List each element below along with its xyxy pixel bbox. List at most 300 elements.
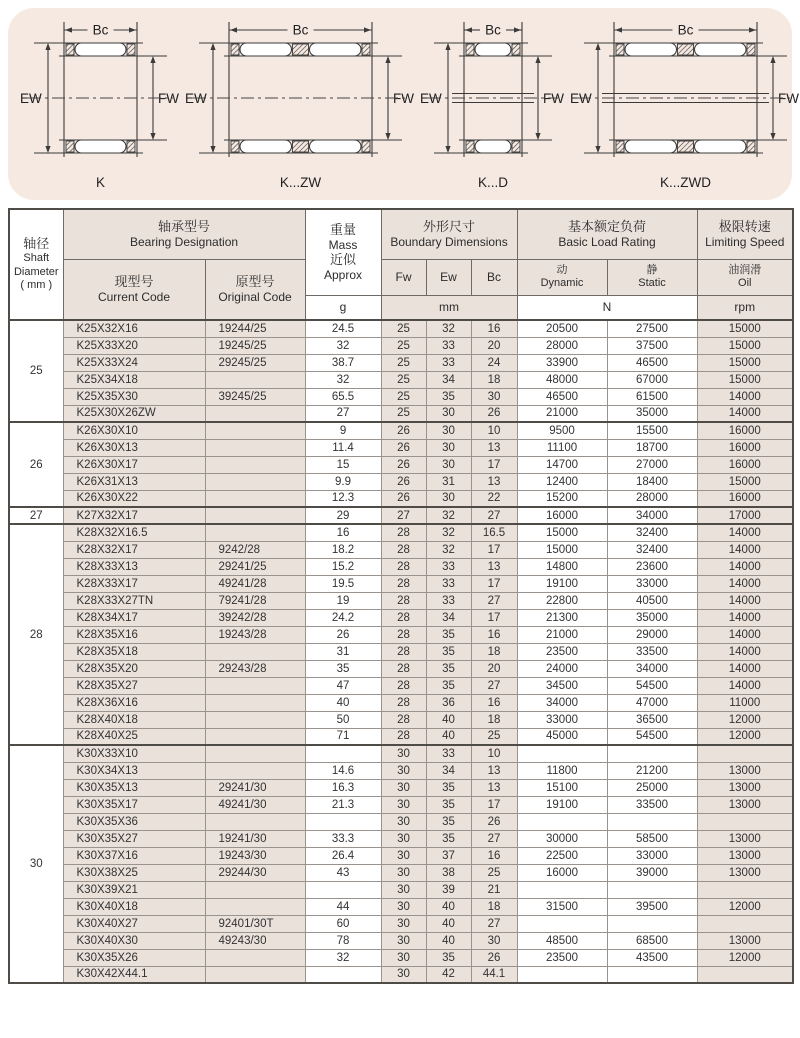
bc-cell: 18	[471, 711, 517, 728]
svg-text:FW: FW	[778, 90, 799, 106]
original-code-cell: 19245/25	[205, 337, 305, 354]
limiting-speed-cell	[697, 881, 793, 898]
dynamic-load-cell: 48000	[517, 371, 607, 388]
mass-cell: 16	[305, 524, 381, 541]
ew-cell: 30	[426, 422, 471, 439]
header-bearing-designation	[63, 209, 305, 259]
mass-cell: 11.4	[305, 439, 381, 456]
dynamic-load-cell: 11800	[517, 762, 607, 779]
static-load-cell: 58500	[607, 830, 697, 847]
current-code-cell: K27X32X17	[63, 507, 205, 524]
static-load-cell: 32400	[607, 524, 697, 541]
bearing-diagram-kzw	[183, 10, 418, 199]
current-code-cell: K26X30X10	[63, 422, 205, 439]
table-row	[9, 949, 793, 966]
original-code-cell: 29241/30	[205, 779, 305, 796]
table-row	[9, 371, 793, 388]
current-code-cell: K25X34X18	[63, 371, 205, 388]
ew-cell: 34	[426, 762, 471, 779]
table-row	[9, 507, 793, 524]
bc-cell: 27	[471, 830, 517, 847]
table-row	[9, 541, 793, 558]
bc-cell: 18	[471, 643, 517, 660]
fw-cell: 28	[381, 592, 426, 609]
dynamic-load-cell: 48500	[517, 932, 607, 949]
original-code-cell	[205, 966, 305, 983]
static-load-cell	[607, 745, 697, 762]
original-code-cell: 19243/30	[205, 847, 305, 864]
limiting-speed-cell: 13000	[697, 830, 793, 847]
limiting-speed-cell: 14000	[697, 388, 793, 405]
mass-cell: 9	[305, 422, 381, 439]
dynamic-load-cell: 15200	[517, 490, 607, 507]
header-mass-zh2: 近似	[330, 252, 357, 268]
dynamic-load-cell: 23500	[517, 949, 607, 966]
dynamic-load-cell: 9500	[517, 422, 607, 439]
mass-cell: 38.7	[305, 354, 381, 371]
fw-cell: 30	[381, 762, 426, 779]
dynamic-load-cell: 33000	[517, 711, 607, 728]
dynamic-load-cell: 15000	[517, 541, 607, 558]
header-mass-en2: Approx	[324, 268, 363, 283]
static-load-cell: 27000	[607, 456, 697, 473]
bc-cell: 13	[471, 439, 517, 456]
current-code-cell: K28X33X27TN	[63, 592, 205, 609]
limiting-speed-cell: 15000	[697, 320, 793, 337]
header-shaft-en3: ( mm )	[20, 279, 53, 292]
original-code-cell: 39245/25	[205, 388, 305, 405]
fw-cell: 28	[381, 643, 426, 660]
ew-cell: 33	[426, 745, 471, 762]
bc-cell: 17	[471, 456, 517, 473]
header-speed-en: Limiting Speed	[705, 234, 785, 249]
table-row	[9, 337, 793, 354]
dynamic-load-cell: 15000	[517, 524, 607, 541]
unit-g: g	[305, 295, 381, 320]
header-oil	[697, 259, 793, 295]
current-code-cell: K25X33X24	[63, 354, 205, 371]
dynamic-load-cell: 14800	[517, 558, 607, 575]
limiting-speed-cell: 13000	[697, 847, 793, 864]
fw-cell: 28	[381, 660, 426, 677]
fw-cell: 25	[381, 354, 426, 371]
table-row	[9, 660, 793, 677]
ew-cell: 35	[426, 796, 471, 813]
dynamic-load-cell: 12400	[517, 473, 607, 490]
current-code-cell: K26X31X13	[63, 473, 205, 490]
current-code-cell: K26X30X17	[63, 456, 205, 473]
dynamic-load-cell: 30000	[517, 830, 607, 847]
header-oil-en: Oil	[738, 277, 752, 289]
dynamic-load-cell: 24000	[517, 660, 607, 677]
limiting-speed-cell: 13000	[697, 779, 793, 796]
dynamic-load-cell: 28000	[517, 337, 607, 354]
bc-cell: 22	[471, 490, 517, 507]
mass-cell: 32	[305, 949, 381, 966]
header-limiting-speed	[697, 209, 793, 259]
ew-cell: 32	[426, 524, 471, 541]
header-current-zh: 现型号	[114, 274, 154, 289]
static-load-cell: 32400	[607, 541, 697, 558]
limiting-speed-cell: 15000	[697, 473, 793, 490]
static-load-cell: 34000	[607, 660, 697, 677]
dynamic-load-cell: 15100	[517, 779, 607, 796]
fw-cell: 30	[381, 830, 426, 847]
mass-cell: 27	[305, 405, 381, 422]
table-row	[9, 711, 793, 728]
mass-cell: 24.5	[305, 320, 381, 337]
current-code-cell: K30X40X30	[63, 932, 205, 949]
dynamic-load-cell: 16000	[517, 507, 607, 524]
fw-cell: 25	[381, 337, 426, 354]
bc-cell: 44.1	[471, 966, 517, 983]
fw-cell: 28	[381, 677, 426, 694]
dynamic-load-cell: 31500	[517, 898, 607, 915]
static-load-cell: 21200	[607, 762, 697, 779]
unit-n: N	[517, 295, 697, 320]
bc-cell: 10	[471, 745, 517, 762]
static-load-cell: 37500	[607, 337, 697, 354]
mass-cell: 32	[305, 371, 381, 388]
static-load-cell: 67000	[607, 371, 697, 388]
mass-cell: 50	[305, 711, 381, 728]
header-original-zh: 原型号	[235, 274, 275, 289]
fw-cell: 30	[381, 898, 426, 915]
current-code-cell: K30X35X27	[63, 830, 205, 847]
ew-cell: 40	[426, 728, 471, 745]
dynamic-load-cell	[517, 881, 607, 898]
static-load-cell: 33500	[607, 643, 697, 660]
fw-cell: 28	[381, 524, 426, 541]
ew-cell: 30	[426, 456, 471, 473]
bc-cell: 16	[471, 626, 517, 643]
mass-cell: 29	[305, 507, 381, 524]
dynamic-load-cell: 21300	[517, 609, 607, 626]
limiting-speed-cell: 14000	[697, 405, 793, 422]
ew-cell: 33	[426, 592, 471, 609]
limiting-speed-cell: 15000	[697, 337, 793, 354]
current-code-cell: K28X32X16.5	[63, 524, 205, 541]
header-static	[607, 259, 697, 295]
table-row	[9, 847, 793, 864]
current-code-cell: K28X33X17	[63, 575, 205, 592]
current-code-cell: K30X35X13	[63, 779, 205, 796]
ew-cell: 35	[426, 830, 471, 847]
original-code-cell	[205, 711, 305, 728]
bc-cell: 25	[471, 864, 517, 881]
limiting-speed-cell: 14000	[697, 677, 793, 694]
ew-cell: 35	[426, 779, 471, 796]
original-code-cell: 29241/25	[205, 558, 305, 575]
original-code-cell: 79241/28	[205, 592, 305, 609]
current-code-cell: K30X35X36	[63, 813, 205, 830]
current-code-cell: K30X39X21	[63, 881, 205, 898]
mass-cell	[305, 966, 381, 983]
static-load-cell: 40500	[607, 592, 697, 609]
mass-cell: 21.3	[305, 796, 381, 813]
original-code-cell	[205, 694, 305, 711]
original-code-cell: 39242/28	[205, 609, 305, 626]
original-code-cell	[205, 949, 305, 966]
header-boundary-zh: 外形尺寸	[423, 219, 476, 234]
current-code-cell: K28X40X18	[63, 711, 205, 728]
svg-text:Bc: Bc	[292, 22, 309, 37]
ew-cell: 30	[426, 439, 471, 456]
limiting-speed-cell: 15000	[697, 371, 793, 388]
bc-cell: 16.5	[471, 524, 517, 541]
dynamic-load-cell	[517, 966, 607, 983]
limiting-speed-cell	[697, 745, 793, 762]
dynamic-load-cell: 19100	[517, 796, 607, 813]
original-code-cell	[205, 490, 305, 507]
fw-cell: 30	[381, 847, 426, 864]
header-mass-en1: Mass	[328, 237, 358, 252]
limiting-speed-cell: 13000	[697, 932, 793, 949]
table-row	[9, 422, 793, 439]
fw-cell: 30	[381, 796, 426, 813]
ew-cell: 35	[426, 643, 471, 660]
ew-cell: 33	[426, 558, 471, 575]
fw-cell: 26	[381, 456, 426, 473]
current-code-cell: K25X33X20	[63, 337, 205, 354]
bc-cell: 27	[471, 507, 517, 524]
bc-cell: 24	[471, 354, 517, 371]
static-load-cell: 39500	[607, 898, 697, 915]
limiting-speed-cell: 17000	[697, 507, 793, 524]
table-row	[9, 439, 793, 456]
mass-cell: 43	[305, 864, 381, 881]
static-load-cell	[607, 813, 697, 830]
static-load-cell: 29000	[607, 626, 697, 643]
dynamic-load-cell: 20500	[517, 320, 607, 337]
table-row	[9, 745, 793, 762]
static-load-cell	[607, 881, 697, 898]
limiting-speed-cell: 14000	[697, 626, 793, 643]
bearing-diagram-kd	[418, 10, 568, 199]
ew-cell: 31	[426, 473, 471, 490]
mass-cell: 44	[305, 898, 381, 915]
header-mass-zh1: 重量	[330, 221, 357, 237]
table-row	[9, 490, 793, 507]
static-load-cell: 47000	[607, 694, 697, 711]
original-code-cell	[205, 745, 305, 762]
static-load-cell: 33000	[607, 575, 697, 592]
fw-cell: 30	[381, 915, 426, 932]
static-load-cell: 54500	[607, 728, 697, 745]
static-load-cell: 28000	[607, 490, 697, 507]
table-row	[9, 830, 793, 847]
static-load-cell	[607, 915, 697, 932]
mass-cell: 15.2	[305, 558, 381, 575]
dynamic-load-cell: 16000	[517, 864, 607, 881]
limiting-speed-cell	[697, 966, 793, 983]
fw-cell: 26	[381, 473, 426, 490]
ew-cell: 30	[426, 490, 471, 507]
bc-cell: 16	[471, 320, 517, 337]
header-oil-zh: 油润滑	[728, 263, 762, 276]
header-static-zh: 静	[646, 263, 658, 276]
fw-cell: 30	[381, 745, 426, 762]
original-code-cell: 29244/30	[205, 864, 305, 881]
dynamic-load-cell: 33900	[517, 354, 607, 371]
table-row	[9, 626, 793, 643]
original-code-cell	[205, 473, 305, 490]
original-code-cell	[205, 643, 305, 660]
static-load-cell: 39000	[607, 864, 697, 881]
table-body	[9, 320, 793, 983]
header-dynamic-zh: 动	[556, 263, 568, 276]
table-row	[9, 354, 793, 371]
ew-cell: 38	[426, 864, 471, 881]
fw-cell: 28	[381, 541, 426, 558]
current-code-cell: K30X40X27	[63, 915, 205, 932]
original-code-cell	[205, 439, 305, 456]
bc-cell: 27	[471, 592, 517, 609]
table-row	[9, 932, 793, 949]
fw-cell: 26	[381, 490, 426, 507]
ew-cell: 40	[426, 915, 471, 932]
mass-cell	[305, 745, 381, 762]
ew-cell: 40	[426, 711, 471, 728]
table-row	[9, 762, 793, 779]
svg-text:Bc: Bc	[677, 22, 694, 37]
table-row	[9, 643, 793, 660]
current-code-cell: K28X32X17	[63, 541, 205, 558]
bc-cell: 26	[471, 949, 517, 966]
header-shaft-diameter	[9, 209, 63, 320]
header-static-en: Static	[638, 277, 666, 289]
svg-text:FW: FW	[393, 90, 414, 106]
bearing-diagrams-panel	[8, 8, 799, 200]
mass-cell: 65.5	[305, 388, 381, 405]
mass-cell: 9.9	[305, 473, 381, 490]
current-code-cell: K30X38X25	[63, 864, 205, 881]
bc-cell: 27	[471, 677, 517, 694]
ew-cell: 30	[426, 405, 471, 422]
current-code-cell: K30X34X13	[63, 762, 205, 779]
header-boundary-dimensions	[381, 209, 517, 259]
limiting-speed-cell: 13000	[697, 864, 793, 881]
current-code-cell: K26X30X22	[63, 490, 205, 507]
fw-cell: 25	[381, 388, 426, 405]
header-original-en: Original Code	[218, 289, 292, 304]
current-code-cell: K28X40X25	[63, 728, 205, 745]
limiting-speed-cell: 15000	[697, 354, 793, 371]
original-code-cell	[205, 405, 305, 422]
original-code-cell: 49241/28	[205, 575, 305, 592]
ew-cell: 33	[426, 575, 471, 592]
fw-cell: 27	[381, 507, 426, 524]
original-code-cell: 92401/30T	[205, 915, 305, 932]
current-code-cell: K28X35X18	[63, 643, 205, 660]
fw-cell: 30	[381, 932, 426, 949]
static-load-cell: 68500	[607, 932, 697, 949]
static-load-cell: 36500	[607, 711, 697, 728]
header-designation-en: Bearing Designation	[129, 234, 239, 249]
static-load-cell: 15500	[607, 422, 697, 439]
table-row	[9, 456, 793, 473]
table-row	[9, 558, 793, 575]
original-code-cell: 19244/25	[205, 320, 305, 337]
dynamic-load-cell: 22500	[517, 847, 607, 864]
bc-cell: 27	[471, 915, 517, 932]
fw-cell: 28	[381, 575, 426, 592]
fw-cell: 28	[381, 694, 426, 711]
current-code-cell: K30X42X44.1	[63, 966, 205, 983]
table-row	[9, 813, 793, 830]
mass-cell: 16.3	[305, 779, 381, 796]
limiting-speed-cell: 14000	[697, 592, 793, 609]
svg-text:Bc: Bc	[92, 22, 109, 37]
original-code-cell: 9242/28	[205, 541, 305, 558]
ew-cell: 35	[426, 626, 471, 643]
bc-cell: 18	[471, 898, 517, 915]
ew-cell: 35	[426, 660, 471, 677]
header-load-zh: 基本额定负荷	[568, 219, 647, 234]
original-code-cell	[205, 762, 305, 779]
bc-cell: 13	[471, 779, 517, 796]
header-speed-zh: 极限转速	[718, 219, 771, 234]
original-code-cell: 19243/28	[205, 626, 305, 643]
limiting-speed-cell: 12000	[697, 898, 793, 915]
fw-cell: 30	[381, 813, 426, 830]
dynamic-load-cell	[517, 813, 607, 830]
current-code-cell: K28X33X13	[63, 558, 205, 575]
fw-cell: 28	[381, 728, 426, 745]
mass-cell: 15	[305, 456, 381, 473]
table-row	[9, 473, 793, 490]
limiting-speed-cell: 14000	[697, 575, 793, 592]
ew-cell: 34	[426, 609, 471, 626]
shaft-diameter-cell: 30	[9, 745, 63, 983]
table-row	[9, 320, 793, 337]
mass-cell: 60	[305, 915, 381, 932]
dynamic-load-cell: 21000	[517, 405, 607, 422]
fw-cell: 28	[381, 558, 426, 575]
dynamic-load-cell: 23500	[517, 643, 607, 660]
shaft-diameter-cell: 27	[9, 507, 63, 524]
header-dynamic-en: Dynamic	[540, 277, 584, 289]
shaft-diameter-cell: 28	[9, 524, 63, 745]
static-load-cell: 35000	[607, 609, 697, 626]
static-load-cell: 23600	[607, 558, 697, 575]
mass-cell: 32	[305, 337, 381, 354]
current-code-cell: K28X34X17	[63, 609, 205, 626]
header-ew: Ew	[426, 259, 471, 295]
limiting-speed-cell: 14000	[697, 660, 793, 677]
ew-cell: 34	[426, 371, 471, 388]
original-code-cell	[205, 728, 305, 745]
static-load-cell: 54500	[607, 677, 697, 694]
bc-cell: 20	[471, 660, 517, 677]
static-load-cell: 34000	[607, 507, 697, 524]
bearing-spec-table	[8, 208, 794, 984]
dynamic-load-cell: 45000	[517, 728, 607, 745]
bc-cell: 21	[471, 881, 517, 898]
fw-cell: 26	[381, 439, 426, 456]
ew-cell: 32	[426, 320, 471, 337]
mass-cell: 19.5	[305, 575, 381, 592]
static-load-cell: 46500	[607, 354, 697, 371]
mass-cell	[305, 813, 381, 830]
svg-text:K...ZW: K...ZW	[279, 174, 322, 190]
table-row	[9, 915, 793, 932]
table-row	[9, 575, 793, 592]
svg-text:EW: EW	[185, 90, 207, 106]
original-code-cell	[205, 524, 305, 541]
fw-cell: 25	[381, 371, 426, 388]
original-code-cell: 49243/30	[205, 932, 305, 949]
